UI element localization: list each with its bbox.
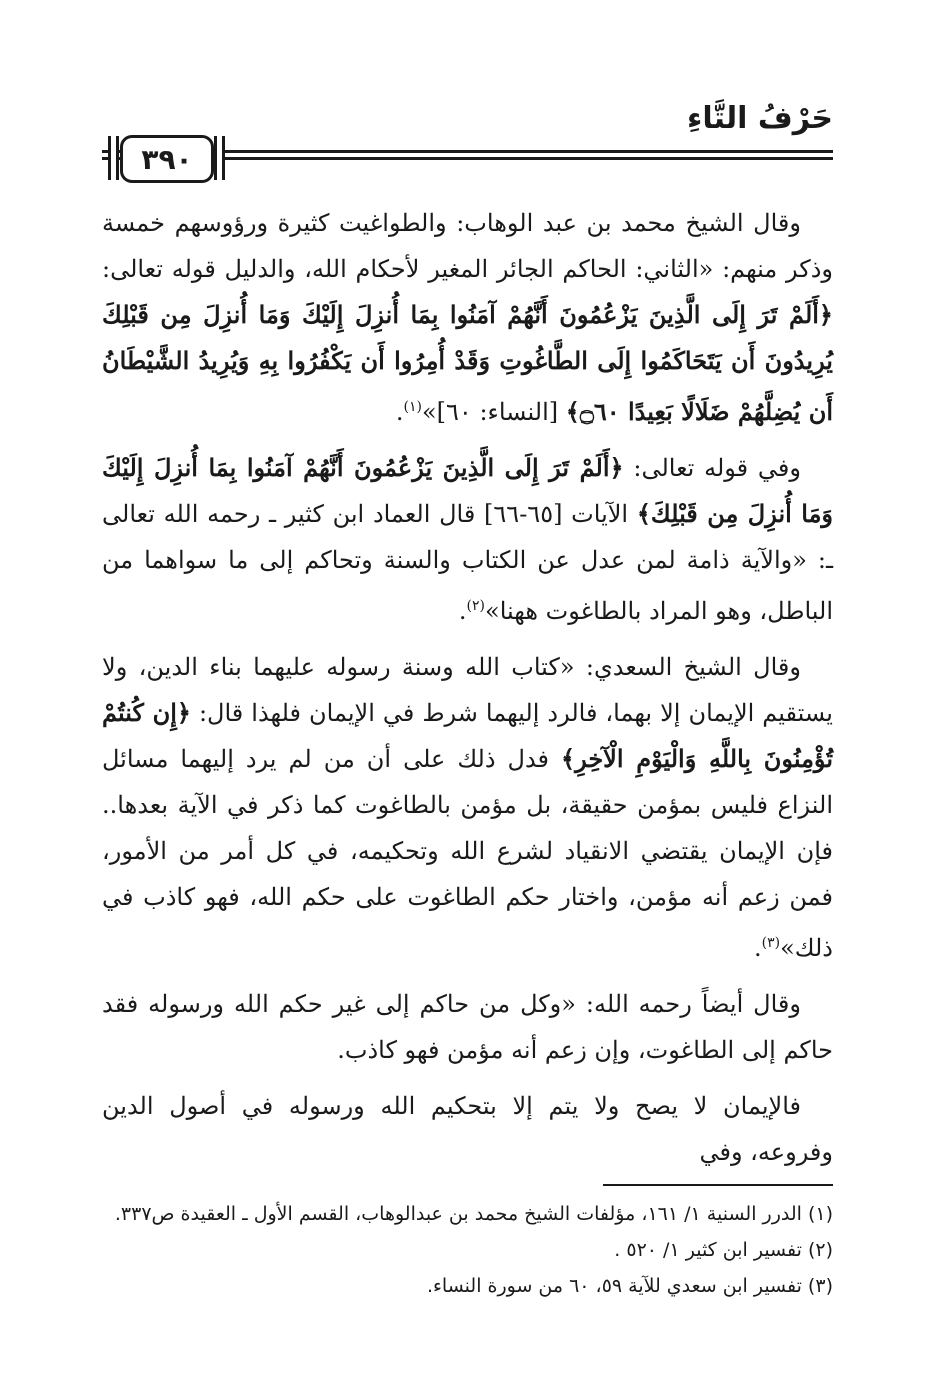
header-title: حَرْفُ التَّاءِ [687, 101, 833, 136]
page-number-frame-right [214, 136, 225, 180]
text-span: وقال أيضاً رحمه الله: «وكل من حاكم إلى غير حكم الله ورسوله فقد حاكم إلى الطاغوت، وإن زعم أنه مؤمن فهو كاذب. [102, 990, 833, 1064]
text-span: وفي قوله تعالى: [623, 454, 801, 482]
quran-verse: ﴿أَلَمْ تَرَ إِلَى الَّذِينَ يَزْعُمُونَ أَنَّهُمْ آمَنُوا بِمَا أُنزِلَ إِلَيْكَ وَمَا أُنزِلَ مِن قَبْلِكَ﴾ [102, 453, 834, 528]
paragraph-4 [102, 981, 833, 1073]
text-span: الآيات [٦٥-٦٦] قال العماد ابن كثير ـ رحمه الله تعالى ـ: «والآية ذامة لمن عدل عن الكتاب والسنة وتحاكم إلى ما سواهما من الباطل، وهو المراد بالطاغوت ههنا» [102, 500, 833, 625]
footnote-ref: (٣) [761, 935, 781, 951]
page-number: ٣٩٠ [120, 135, 214, 183]
text-span: وقال الشيخ السعدي: «كتاب الله وسنة رسوله عليهما بناء الدين، ولا يستقيم الإيمان إلا بهما، فالرد إليهما شرط في الإيمان فلهذا قال: [102, 653, 833, 727]
footnote-1: (١) الدرر السنية ١/ ١٦١، مؤلفات الشيخ محمد بن عبدالوهاب، القسم الأول ـ العقيدة ص٣٣٧. [114, 1203, 833, 1225]
text-span: فالإيمان لا يصح ولا يتم إلا بتحكيم الله ورسوله في أصول الدين وفروعه، وفي [102, 1092, 833, 1166]
paragraph-2 [102, 445, 833, 634]
text-span: . [753, 934, 762, 962]
paragraph-1 [102, 200, 833, 435]
paragraph-3 [102, 644, 833, 971]
page-number-frame-left [108, 136, 119, 180]
footnote-ref: (٢) [466, 598, 486, 614]
footnote-ref: (١) [403, 399, 422, 415]
text-span: . [458, 597, 467, 625]
footnotes [102, 1196, 833, 1304]
body-text [102, 200, 833, 1185]
text-span: فدل ذلك على أن من لم يرد إليهما مسائل النزاع فليس بمؤمن حقيقة، بل مؤمن بالطاغوت كما ذكر في الآية بعدها.. فإن الإيمان يقتضي الانقياد لشرع الله وتحكيمه، في كل أمر من الأمور، فمن زعم أنه مؤمن، واختار حكم الطاغوت على حكم الله، فهو كاذب في ذلك» [102, 745, 833, 962]
quran-verse: ﴿إِن كُنتُمْ تُؤْمِنُونَ بِاللَّهِ وَالْيَوْمِ الْآخِرِ﴾ [102, 698, 834, 773]
text-span: [النساء: ٦٠]» [421, 398, 566, 426]
text-span: وقال الشيخ محمد بن عبد الوهاب: والطواغيت كثيرة ورؤوسهم خمسة وذكر منهم: «الثاني: الحاكم الجائر المغير لأحكام الله، والدليل قوله تعالى: [102, 209, 833, 283]
footnote-3: (٣) تفسير ابن سعدي للآية ٥٩، ٦٠ من سورة النساء. [426, 1275, 833, 1297]
paragraph-5 [102, 1083, 833, 1175]
text-span: . [395, 398, 404, 426]
footnote-2: (٢) تفسير ابن كثير ١/ ٥٢٠ . [614, 1239, 833, 1261]
quran-verse: ﴿أَلَمْ تَرَ إِلَى الَّذِينَ يَزْعُمُونَ أَنَّهُمْ آمَنُوا بِمَا أُنزِلَ إِلَيْكَ وَمَا أُنزِلَ مِن قَبْلِكَ يُرِيدُونَ أَن يَتَحَاكَمُوا إِلَى الطَّاغُوتِ وَقَدْ أُمِرُوا أَن يَكْفُرُوا بِهِ وَيُرِيدُ الشَّيْطَانُ أَن يُضِلَّهُمْ ضَلَالًا بَعِيدًا ۝٦٠﴾ [102, 300, 833, 426]
footnote-separator [603, 1184, 833, 1186]
